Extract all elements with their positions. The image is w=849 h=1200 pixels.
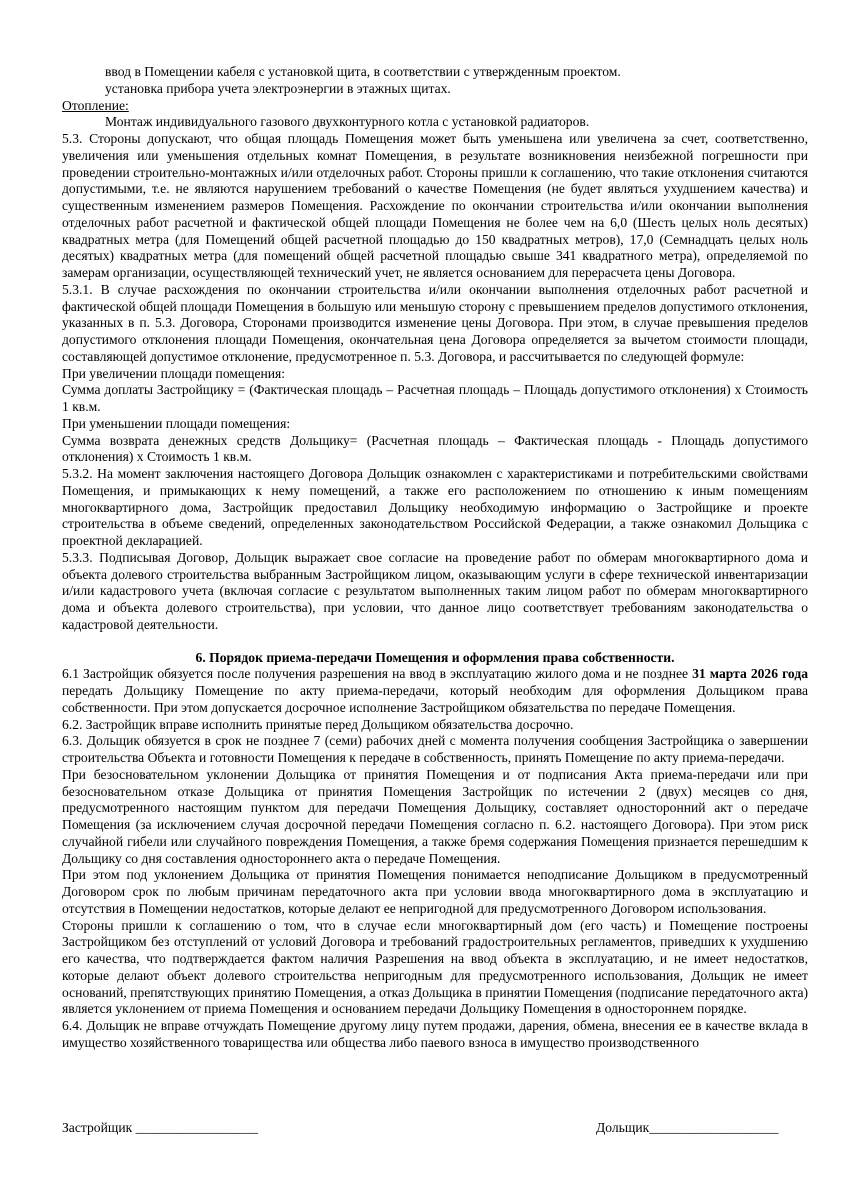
signature-developer: Застройщик __________________: [62, 1120, 258, 1135]
increase-label: При увеличении площади помещения:: [62, 365, 286, 381]
paragraph-cable-input: ввод в Помещении кабеля с установкой щита, в соответствии с утвержденным проектом.: [105, 64, 621, 79]
paragraph-6-2: 6.2. Застройщик вправе исполнить принятые перед Дольщиком обязательства досрочно.: [62, 716, 574, 732]
paragraph-5-3-3: 5.3.3. Подписывая Договор, Дольщик выражает свое согласие на проведение работ по обмерам многоквартирного дома и объекта долевого строительства выбранным Застройщиком лицом, оказывающим услуги в сфере технической инвентаризации и/или кадастрового учета (включая согласие с результатом выполненных таким лицом работ по обмерам многоквартирного дома и объекта долевого строительства), при условии, что данное лицо соответствует требованиям законодательства о кадастровой деятельности.: [62, 549, 808, 632]
paragraph-5-3-2: 5.3.2. На момент заключения настоящего Договора Дольщик ознакомлен с характеристиками и потребительскими свойствами Помещения, и примыкающих к нему помещений, а также его расположением по отношению к иным помещениям многоквартирного дома, Застройщик предоставил Дольщику необходимую информацию о Застройщике и проекте строительства в объеме сведений, определенных законодательством Российской Федерации, а также ознакомил Дольщика с проектной декларацией.: [62, 466, 808, 548]
paragraph-5-3: 5.3. Стороны допускают, что общая площадь Помещения может быть уменьшена или увеличена за счет, соответственно, увеличения или уменьшения отдельных комнат Помещения, в результате возникновения неизбежной погрешности при проведении строительно-монтажных и/или отделочных работ. Стороны пришли к соглашению, что такие отклонения считаются допустимыми, т.е. не являются нарушением требований о качестве Помещения (не будет являться ухудшением качества) и существенным изменением размеров Помещения. Расхождение по окончании строительства и/или окончании выполнения отделочных работ расчетной и фактической общей площади Помещения не более чем на 6,0 (Шесть целых ноль десятых) квадратных метра (для Помещений общей расчетной площадью до 150 квадратных метров), 17,0 (Семнадцать целых ноль десятых) квадратных метра (для помещений общей расчетной площадью свыше 341 квадратного метра), определяемой по замерам организации, осуществляющей технический учет, не является основанием для перерасчета цены Договора.: [62, 131, 809, 280]
decrease-label: При уменьшении площади помещения:: [62, 415, 291, 431]
paragraph-5-3-1: 5.3.1. В случае расхождения по окончании строительства и/или окончании выполнения отделочных работ расчетной и фактической общей площади Помещения в большую или меньшую сторону с превышением пределов допустимого отклонения, указанных в п. 5.3. Договора, Сторонами производится изменение цены Договора. При этом, в случае превышения пределов допустимого отклонения площади Помещения, окончательная цена Договора определяется за вычетом стоимости площади, составляющей допустимое отклонение, предусмотренное п. 5.3. Договора, и рассчитывается по следующей формуле:: [62, 281, 808, 364]
paragraph-6-1: [62, 666, 808, 716]
paragraph-meter-install: установка прибора учета электроэнергии в этажных щитах.: [105, 80, 451, 96]
document-body: [62, 64, 808, 1052]
paragraph-6-3-agreement: Стороны пришли к соглашению о том, что в случае если многоквартирный дом (его часть) и Помещение построены Застройщиком без отступлений от условий Договора и требований градостроительных регламентов, приведших к ухудшению его качества, что подтверждается фактом наличия Разрешения на ввод объекта в эксплуатацию, и не имеет недостатков, которые делают объект долевого строительства непригодным для предусмотренного использования, Дольщик не имеет оснований, препятствующих принятию Помещения, а отказ Дольщика в принятии Помещения (подписание передаточного акта) является уклонением от приема Помещения и основанием передачи Дольщику Помещения в одностороннем порядке.: [62, 917, 808, 1017]
paragraph-6-3: 6.3. Дольщик обязуется в срок не позднее 7 (семи) рабочих дней с момента получения сообщения Застройщика о завершении строительства Объекта и готовности Помещения к передаче в собственность, принять Помещение по акту приема-передачи.: [62, 733, 808, 765]
paragraph-6-1-deadline: 31 марта 2026 года: [692, 666, 809, 682]
paragraph-6-3-evasion: При безосновательном уклонении Дольщика от принятия Помещения и от подписания Акта приема-передачи или при безосновательном отказе Дольщика от принятия Помещения Застройщик по истечении 2 (двух) месяцев со дня, предусмотренного настоящим пунктом для передачи Помещения Дольщику, составляет односторонний акт о передаче Помещения (за исключением случая досрочной передачи Помещения согласно п. 6.2. настоящего Договора). При этом риск случайной гибели или случайного повреждения Помещения, а также бремя содержания Помещения признается перешедшим к Дольщику со дня составления одностороннего акта о передаче Помещения.: [62, 766, 808, 866]
section-6-title: 6. Порядок приема-передачи Помещения и оформления права собственности.: [195, 649, 675, 665]
paragraph-6-1-end: передать Дольщику Помещение по акту приема-передачи, который необходим для оформления Дольщиком права собственности. При этом допускается досрочное исполнение Застройщиком обязательства по передаче Помещения.: [62, 683, 808, 715]
increase-formula: Сумма доплаты Застройщику = (Фактическая площадь – Расчетная площадь – Площадь допустимого отклонения) х Стоимость 1 кв.м.: [62, 382, 808, 414]
heating-label-text: Отопление:: [62, 97, 129, 113]
paragraph-6-4: 6.4. Дольщик не вправе отчуждать Помещение другому лицу путем продажи, дарения, обмена, внесения ее в качестве вклада в имущество хозяйственного товарищества или общества либо паевого взноса в имущество производственного: [62, 1018, 808, 1050]
signature-shareholder: Дольщик___________________: [596, 1120, 779, 1135]
paragraph-6-3-evasion-definition: При этом под уклонением Дольщика от принятия Помещения понимается неподписание Дольщиком в предусмотренный Договором срок по любым причинам передаточного акта при условии ввода многоквартирного дома в эксплуатацию и отсутствия в Помещении недостатков, которые делают ее непригодной для предусмотренного Договором использования.: [62, 867, 808, 916]
decrease-formula: Сумма возврата денежных средств Дольщику= (Расчетная площадь – Фактическая площадь - Площадь допустимого отклонения) х Стоимость 1 кв.м.: [62, 432, 808, 465]
paragraph-heating: Монтаж индивидуального газового двухконтурного котла с установкой радиаторов.: [105, 114, 590, 130]
paragraph-6-1-start: 6.1 Застройщик обязуется после получения разрешения на ввод в эксплуатацию жилого дома и не позднее: [62, 666, 693, 682]
heating-label: [62, 98, 808, 115]
